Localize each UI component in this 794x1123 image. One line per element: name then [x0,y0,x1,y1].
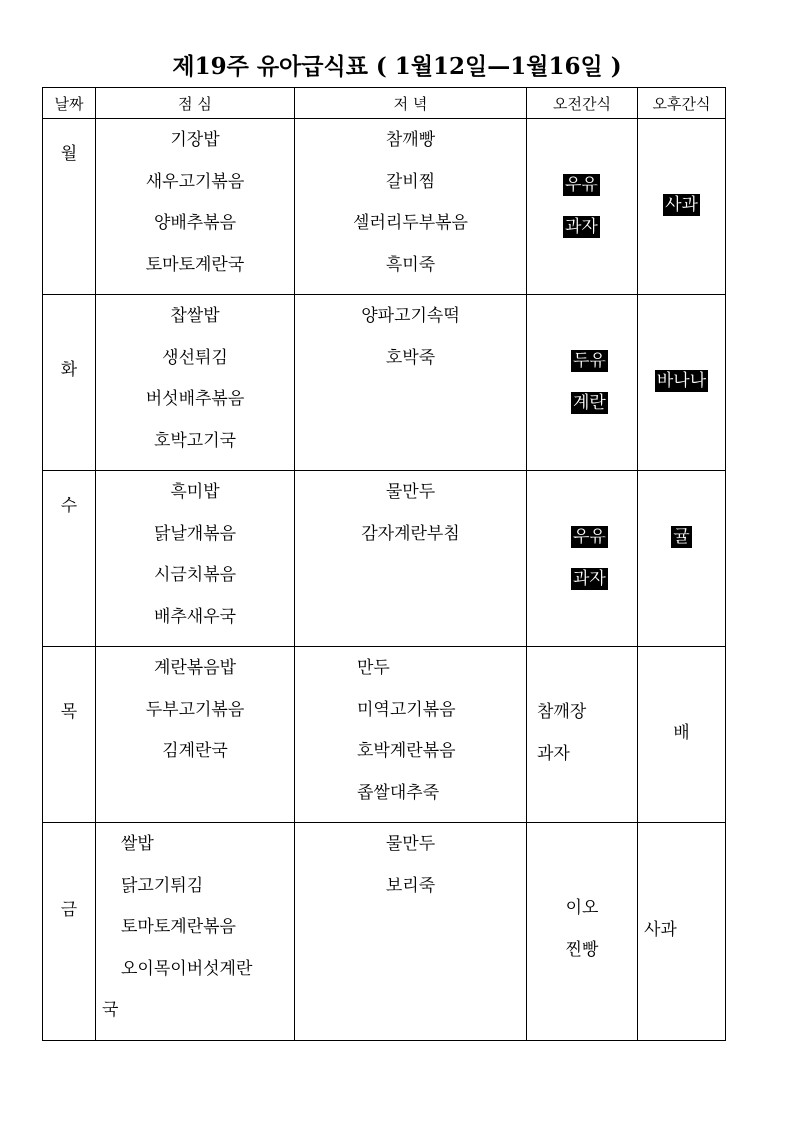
header-am-snack: 오전간식 [527,88,638,119]
header-lunch: 점 심 [96,88,295,119]
dinner-item: 만두 [357,658,390,678]
day-cell [43,647,96,823]
day-label: 수 [60,496,78,516]
day-cell [43,295,96,471]
lunch-item: 버섯배추볶음 [145,389,245,409]
table-row [43,647,726,823]
day-label: 금 [60,900,78,920]
dinner-item: 흑미죽 [385,254,436,275]
pm-snack-item: 사과 [665,195,698,215]
day-cell [43,823,96,1041]
table-header-row [43,88,726,119]
lunch-item: 토마토계란국 [145,254,245,275]
header-day: 날짜 [43,88,96,119]
pm-snack-item: 귤 [673,527,690,547]
pm-snack-cell [638,119,726,295]
pm-snack-cell [638,295,726,471]
lunch-item: 계란볶음밥 [153,658,237,678]
dinner-cell [295,471,527,647]
meal-table [42,87,726,1041]
lunch-cell [96,119,295,295]
dinner-item: 호박죽 [385,347,436,368]
lunch-cell [96,295,295,471]
dinner-cell [295,823,527,1041]
lunch-item: 닭날개볶음 [153,523,237,544]
dinner-item: 물만두 [385,482,436,502]
am-snack-cell [527,119,638,295]
header-pm-snack: 오후간식 [638,88,726,119]
lunch-item: 오이목이버섯계란 [121,958,253,979]
dinner-item: 보리죽 [385,875,436,896]
am-snack-item: 과자 [573,569,606,589]
am-snack-item: 과자 [537,744,570,764]
lunch-item: 쌀밥 [121,834,154,854]
am-snack-item: 우유 [565,175,598,195]
dinner-item: 미역고기볶음 [357,699,456,720]
dinner-cell [295,647,527,823]
dinner-item: 셀러리두부볶음 [353,213,468,233]
pm-snack-cell [638,471,726,647]
am-snack-item: 과자 [565,217,598,237]
dinner-item: 양파고기속떡 [361,306,460,326]
lunch-cell [96,823,295,1041]
day-cell [43,471,96,647]
lunch-item: 닭고기튀김 [121,875,204,896]
table-row [43,823,726,1041]
page-title: 제19주 유아급식표 ( 1월12일—1월16일 ) [172,53,622,80]
dinner-item: 감자계란부침 [361,523,460,544]
dinner-cell [295,295,527,471]
pm-snack-item: 사과 [644,920,677,940]
dinner-item: 참깨빵 [385,130,436,150]
lunch-item: 국 [102,1000,119,1020]
lunch-item: 김계란국 [162,741,228,761]
am-snack-item: 두유 [573,351,606,371]
table-row [43,119,726,295]
day-label: 월 [60,144,78,164]
lunch-item: 양배추볶음 [153,213,237,233]
pm-snack-cell [638,823,726,1041]
am-snack-item: 우유 [573,527,606,547]
table-row [43,295,726,471]
lunch-item: 호박고기국 [153,430,237,451]
lunch-item: 찹쌀밥 [170,306,220,326]
am-snack-item: 참깨장 [537,702,587,722]
dinner-item: 물만두 [385,834,436,854]
dinner-item: 갈비찜 [385,171,436,192]
lunch-item: 두부고기볶음 [145,699,245,720]
am-snack-cell [527,647,638,823]
dinner-item: 좁쌀대추죽 [357,782,440,803]
am-snack-item: 이오 [565,898,599,918]
am-snack-item: 계란 [573,393,606,413]
lunch-item: 기장밥 [170,130,220,150]
lunch-item: 새우고기볶음 [145,171,245,192]
header-dinner: 저 녁 [295,88,527,119]
day-cell [43,119,96,295]
lunch-item: 시금치볶음 [153,565,237,585]
dinner-item: 호박계란볶음 [357,741,456,761]
day-label: 화 [60,360,78,380]
lunch-item: 토마토계란볶음 [121,917,236,937]
dinner-cell [295,119,527,295]
pm-snack-cell [638,647,726,823]
am-snack-item: 찐빵 [565,940,599,960]
am-snack-cell [527,823,638,1041]
pm-snack-item: 바나나 [656,371,707,391]
table-row [43,471,726,647]
lunch-item: 생선튀김 [162,347,228,368]
am-snack-cell [527,295,638,471]
lunch-item: 흑미밥 [170,482,220,502]
day-label: 목 [60,702,78,722]
lunch-cell [96,471,295,647]
lunch-cell [96,647,295,823]
pm-snack-item: 배 [673,723,690,743]
lunch-item: 배추새우국 [153,606,237,627]
am-snack-cell [527,471,638,647]
